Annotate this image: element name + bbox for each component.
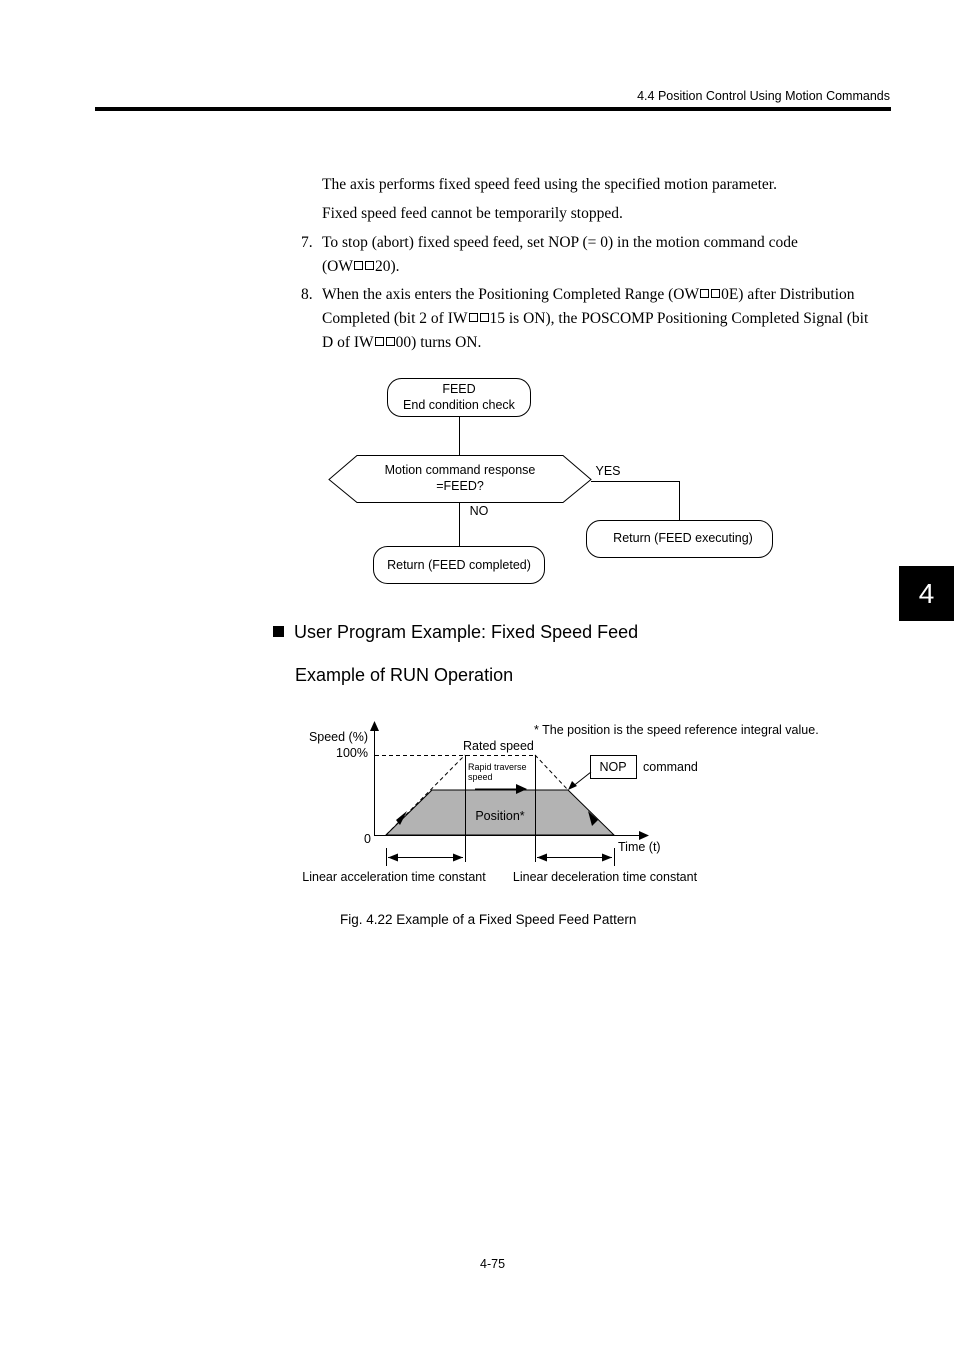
paragraph-fixed-speed-feed: The axis performs fixed speed feed using the specified motion parameter. <box>322 176 777 193</box>
rapid-traverse-label-line1: Rapid traverse <box>468 762 527 772</box>
subsection-title: Example of RUN Operation <box>295 665 514 685</box>
paragraph-cannot-stop: Fixed speed feed cannot be temporarily stopped. <box>322 205 623 222</box>
decel-span-right-arrowhead <box>602 854 612 862</box>
list-item-line: Completed (bit 2 of IW 15 is ON), the POSCOMP Positioning Completed Signal (bit <box>322 310 869 327</box>
note-label: * The position is the speed reference integral value. <box>534 723 819 737</box>
accel-span-right-arrowhead <box>453 854 463 862</box>
rated-speed-label: Rated speed <box>463 739 534 753</box>
y-tick-100: 100% <box>336 746 368 760</box>
flow-start-line1: FEED <box>442 382 476 396</box>
list-item-number: 8. <box>301 286 313 303</box>
flow-start-line2: End condition check <box>403 398 515 412</box>
rapid-traverse-label-line2: speed <box>468 772 493 782</box>
rated-decel-line <box>535 755 568 790</box>
flow-decision-line2: =FEED? <box>436 479 484 493</box>
nop-pointer-arrowhead <box>568 781 577 790</box>
flow-return-completed-label: Return (FEED completed) <box>387 558 531 572</box>
flow-yes-label: YES <box>595 464 621 478</box>
list-item-line: D of IW 00) turns ON. <box>322 334 482 351</box>
section-title: User Program Example: Fixed Speed Feed <box>273 622 638 643</box>
flow-return-executing-label: Return (FEED executing) <box>613 531 753 545</box>
decel-time-label: Linear deceleration time constant <box>512 870 698 884</box>
y-axis-arrowhead <box>370 721 379 731</box>
x-axis-arrowhead <box>639 831 649 840</box>
flow-no-label: NO <box>469 504 489 518</box>
page-number: 4-75 <box>480 1257 506 1271</box>
running-header: 4.4 Position Control Using Motion Commands <box>637 89 890 103</box>
x-axis-label: Time (t) <box>618 840 661 854</box>
list-item-line: When the axis enters the Positioning Completed Range (OW 0E) after Distribution <box>322 286 855 303</box>
list-item-line: To stop (abort) fixed speed feed, set NOP (= 0) in the motion command code <box>322 234 798 251</box>
accel-time-label: Linear acceleration time constant <box>302 870 486 884</box>
list-item-line: (OW 20). <box>322 258 400 275</box>
command-label: command <box>643 760 698 774</box>
figure-caption: Fig. 4.22 Example of a Fixed Speed Feed Pattern <box>340 912 637 927</box>
chapter-tab: 4 <box>899 566 954 621</box>
flow-decision-line1: Motion command response <box>384 463 536 477</box>
position-label: Position* <box>475 809 525 823</box>
decel-span-left-arrowhead <box>537 854 547 862</box>
y-tick-0: 0 <box>364 832 371 846</box>
y-axis-label: Speed (%) <box>308 730 368 744</box>
nop-label: NOP <box>599 760 627 774</box>
list-item-number: 7. <box>301 234 313 251</box>
accel-span-left-arrowhead <box>388 854 398 862</box>
